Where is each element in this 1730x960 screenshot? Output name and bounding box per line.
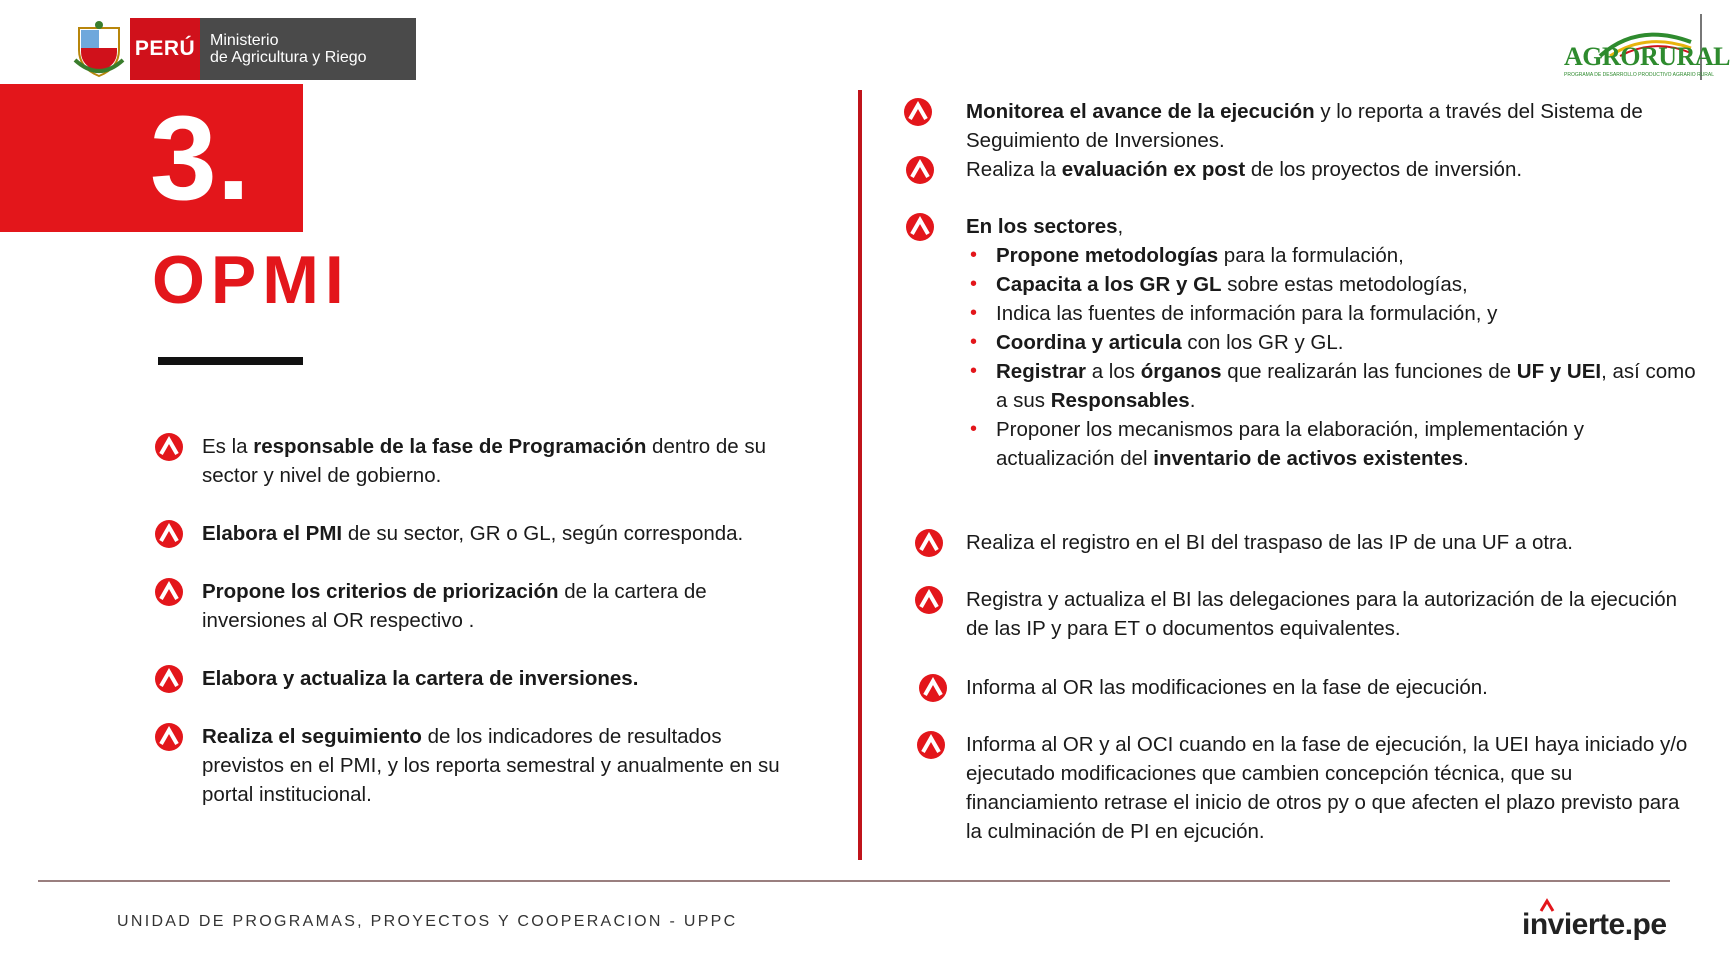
item-text <box>202 722 802 809</box>
text-run: Proponer los mecanismos para la elaboración, implementación y actualización del <box>996 418 1584 470</box>
list-item <box>903 97 1696 155</box>
text-run: Indica las fuentes de información para la formulación, y <box>996 302 1498 325</box>
text-run: Realiza la <box>966 158 1062 181</box>
bold-text: órganos <box>1140 360 1222 383</box>
text-run: de los indicadores de resultados previstos en el PMI, y los reporta semestral y anualmente en su portal institucional. <box>202 725 780 806</box>
text-run: Realiza el registro en el BI del traspaso de las IP de una UF a otra. <box>966 531 1573 554</box>
sub-list-item <box>966 357 1696 415</box>
bold-text: Elabora y actualiza la cartera de inversiones. <box>202 667 639 690</box>
bold-text: Registrar <box>996 360 1087 383</box>
item-text <box>202 519 802 548</box>
text-run: , así como a sus <box>996 360 1696 412</box>
red-arrow-circle-icon <box>914 585 944 615</box>
text-run: de su sector, GR o GL, según corresponda. <box>342 522 744 545</box>
red-arrow-circle-icon <box>905 155 935 185</box>
agrorural-subtitle: PROGRAMA DE DESARROLLO PRODUCTIVO AGRARIO RURAL <box>1564 72 1715 78</box>
bold-text: responsable de la fase de Programación <box>253 435 647 458</box>
bold-text: Capacita a los GR y GL <box>996 273 1222 296</box>
text-run: dentro de su sector y nivel de gobierno. <box>202 435 767 487</box>
text-run: de los proyectos de inversión. <box>1245 158 1523 181</box>
red-arrow-circle-icon <box>154 432 184 462</box>
red-arrow-circle-icon <box>154 519 184 549</box>
text-run: de la cartera de inversiones al OR respectivo . <box>202 580 707 632</box>
item-text <box>202 577 802 635</box>
text-run: Informa al OR las modificaciones en la fase de ejecución. <box>966 676 1488 699</box>
list-item <box>905 212 1696 473</box>
list-item <box>154 722 802 809</box>
red-arrow-circle-icon <box>916 730 946 760</box>
bold-text: evaluación ex post <box>1061 158 1246 181</box>
text-run: Registra y actualiza el BI las delegaciones para la autorización de la ejecución de las IP y para ET o documentos equivalentes. <box>966 588 1678 640</box>
text-run: Es la <box>202 435 254 458</box>
text-run: para la formulación, <box>1218 244 1404 267</box>
list-item <box>916 730 1696 846</box>
red-arrow-circle-icon <box>918 673 948 703</box>
footer-divider <box>38 880 1670 882</box>
section-title: OPMI <box>152 242 350 318</box>
text-run: sobre estas metodologías, <box>1221 273 1468 296</box>
footer-unit-text: UNIDAD DE PROGRAMAS, PROYECTOS Y COOPERACION - UPPC <box>117 913 738 930</box>
coat-of-arms-icon <box>68 18 130 80</box>
sub-list-item <box>966 328 1696 357</box>
bold-text: UF y UEI <box>1516 360 1602 383</box>
item-text <box>966 212 1696 473</box>
sub-list-item <box>966 299 1696 328</box>
bold-text: Propone metodologías <box>996 244 1219 267</box>
sub-list-item <box>966 241 1696 270</box>
bold-text: Realiza el seguimiento <box>202 725 422 748</box>
sub-list-item <box>966 270 1696 299</box>
list-item <box>905 155 1696 185</box>
item-text <box>966 155 1696 184</box>
bold-text: Coordina y articula <box>996 331 1182 354</box>
bold-text: Elabora el PMI <box>202 522 343 545</box>
item-text <box>202 432 802 490</box>
list-item <box>154 432 802 490</box>
section-number: 3. <box>150 91 251 225</box>
text-run: a los <box>1086 360 1141 383</box>
text-run: que realizarán las funciones de <box>1221 360 1517 383</box>
invierte-logo: invierte.pe <box>1522 908 1667 941</box>
text-run: . <box>1189 389 1196 412</box>
item-text <box>966 673 1696 702</box>
red-arrow-circle-icon <box>903 97 933 127</box>
sub-list <box>966 241 1696 473</box>
government-logo <box>68 18 416 80</box>
ministry-label <box>200 18 416 80</box>
red-arrow-circle-icon <box>905 212 935 242</box>
text-run: , <box>1117 215 1124 238</box>
bold-text: Propone los criterios de priorización <box>202 580 559 603</box>
red-arrow-circle-icon <box>154 722 184 752</box>
list-item <box>154 577 802 635</box>
text-run: . <box>1463 447 1469 470</box>
text-run: Informa al OR y al OCI cuando en la fase de ejecución, la UEI haya iniciado y/o ejecutado modificaciones que cambien concepción técnica, que su financiamiento retrase el inicio de otros py o que afecten el plazo previsto para la culminación de PI en ejcución. <box>966 733 1688 843</box>
list-item <box>154 519 802 549</box>
sub-list-item <box>966 415 1696 473</box>
red-arrow-circle-icon <box>154 577 184 607</box>
item-text <box>966 730 1696 846</box>
text-run: y lo reporta a través del Sistema de Seguimiento de Inversiones. <box>966 100 1643 152</box>
list-item <box>914 585 1696 643</box>
item-text <box>966 528 1696 557</box>
red-arrow-circle-icon <box>154 664 184 694</box>
list-item <box>154 664 802 694</box>
item-text <box>202 664 802 693</box>
bold-text: En los sectores <box>966 215 1118 238</box>
agrorural-logo <box>1558 24 1730 82</box>
agrorural-wordmark: AGRORURAL <box>1564 42 1730 71</box>
text-run: con los GR y GL. <box>1181 331 1344 354</box>
column-divider <box>858 90 862 860</box>
ministry-line-1: Ministerio <box>210 32 279 49</box>
list-item <box>918 673 1696 703</box>
item-text <box>966 97 1696 155</box>
item-text <box>966 585 1696 643</box>
list-item <box>914 528 1696 558</box>
bold-text: inventario de activos existentes <box>1153 447 1464 470</box>
bold-text: Responsables <box>1050 389 1190 412</box>
ministry-line-2: de Agricultura y Riego <box>210 49 367 66</box>
red-arrow-circle-icon <box>914 528 944 558</box>
peru-label: PERÚ <box>130 18 200 80</box>
title-underline <box>158 357 303 365</box>
bold-text: Monitorea el avance de la ejecución <box>966 100 1315 123</box>
